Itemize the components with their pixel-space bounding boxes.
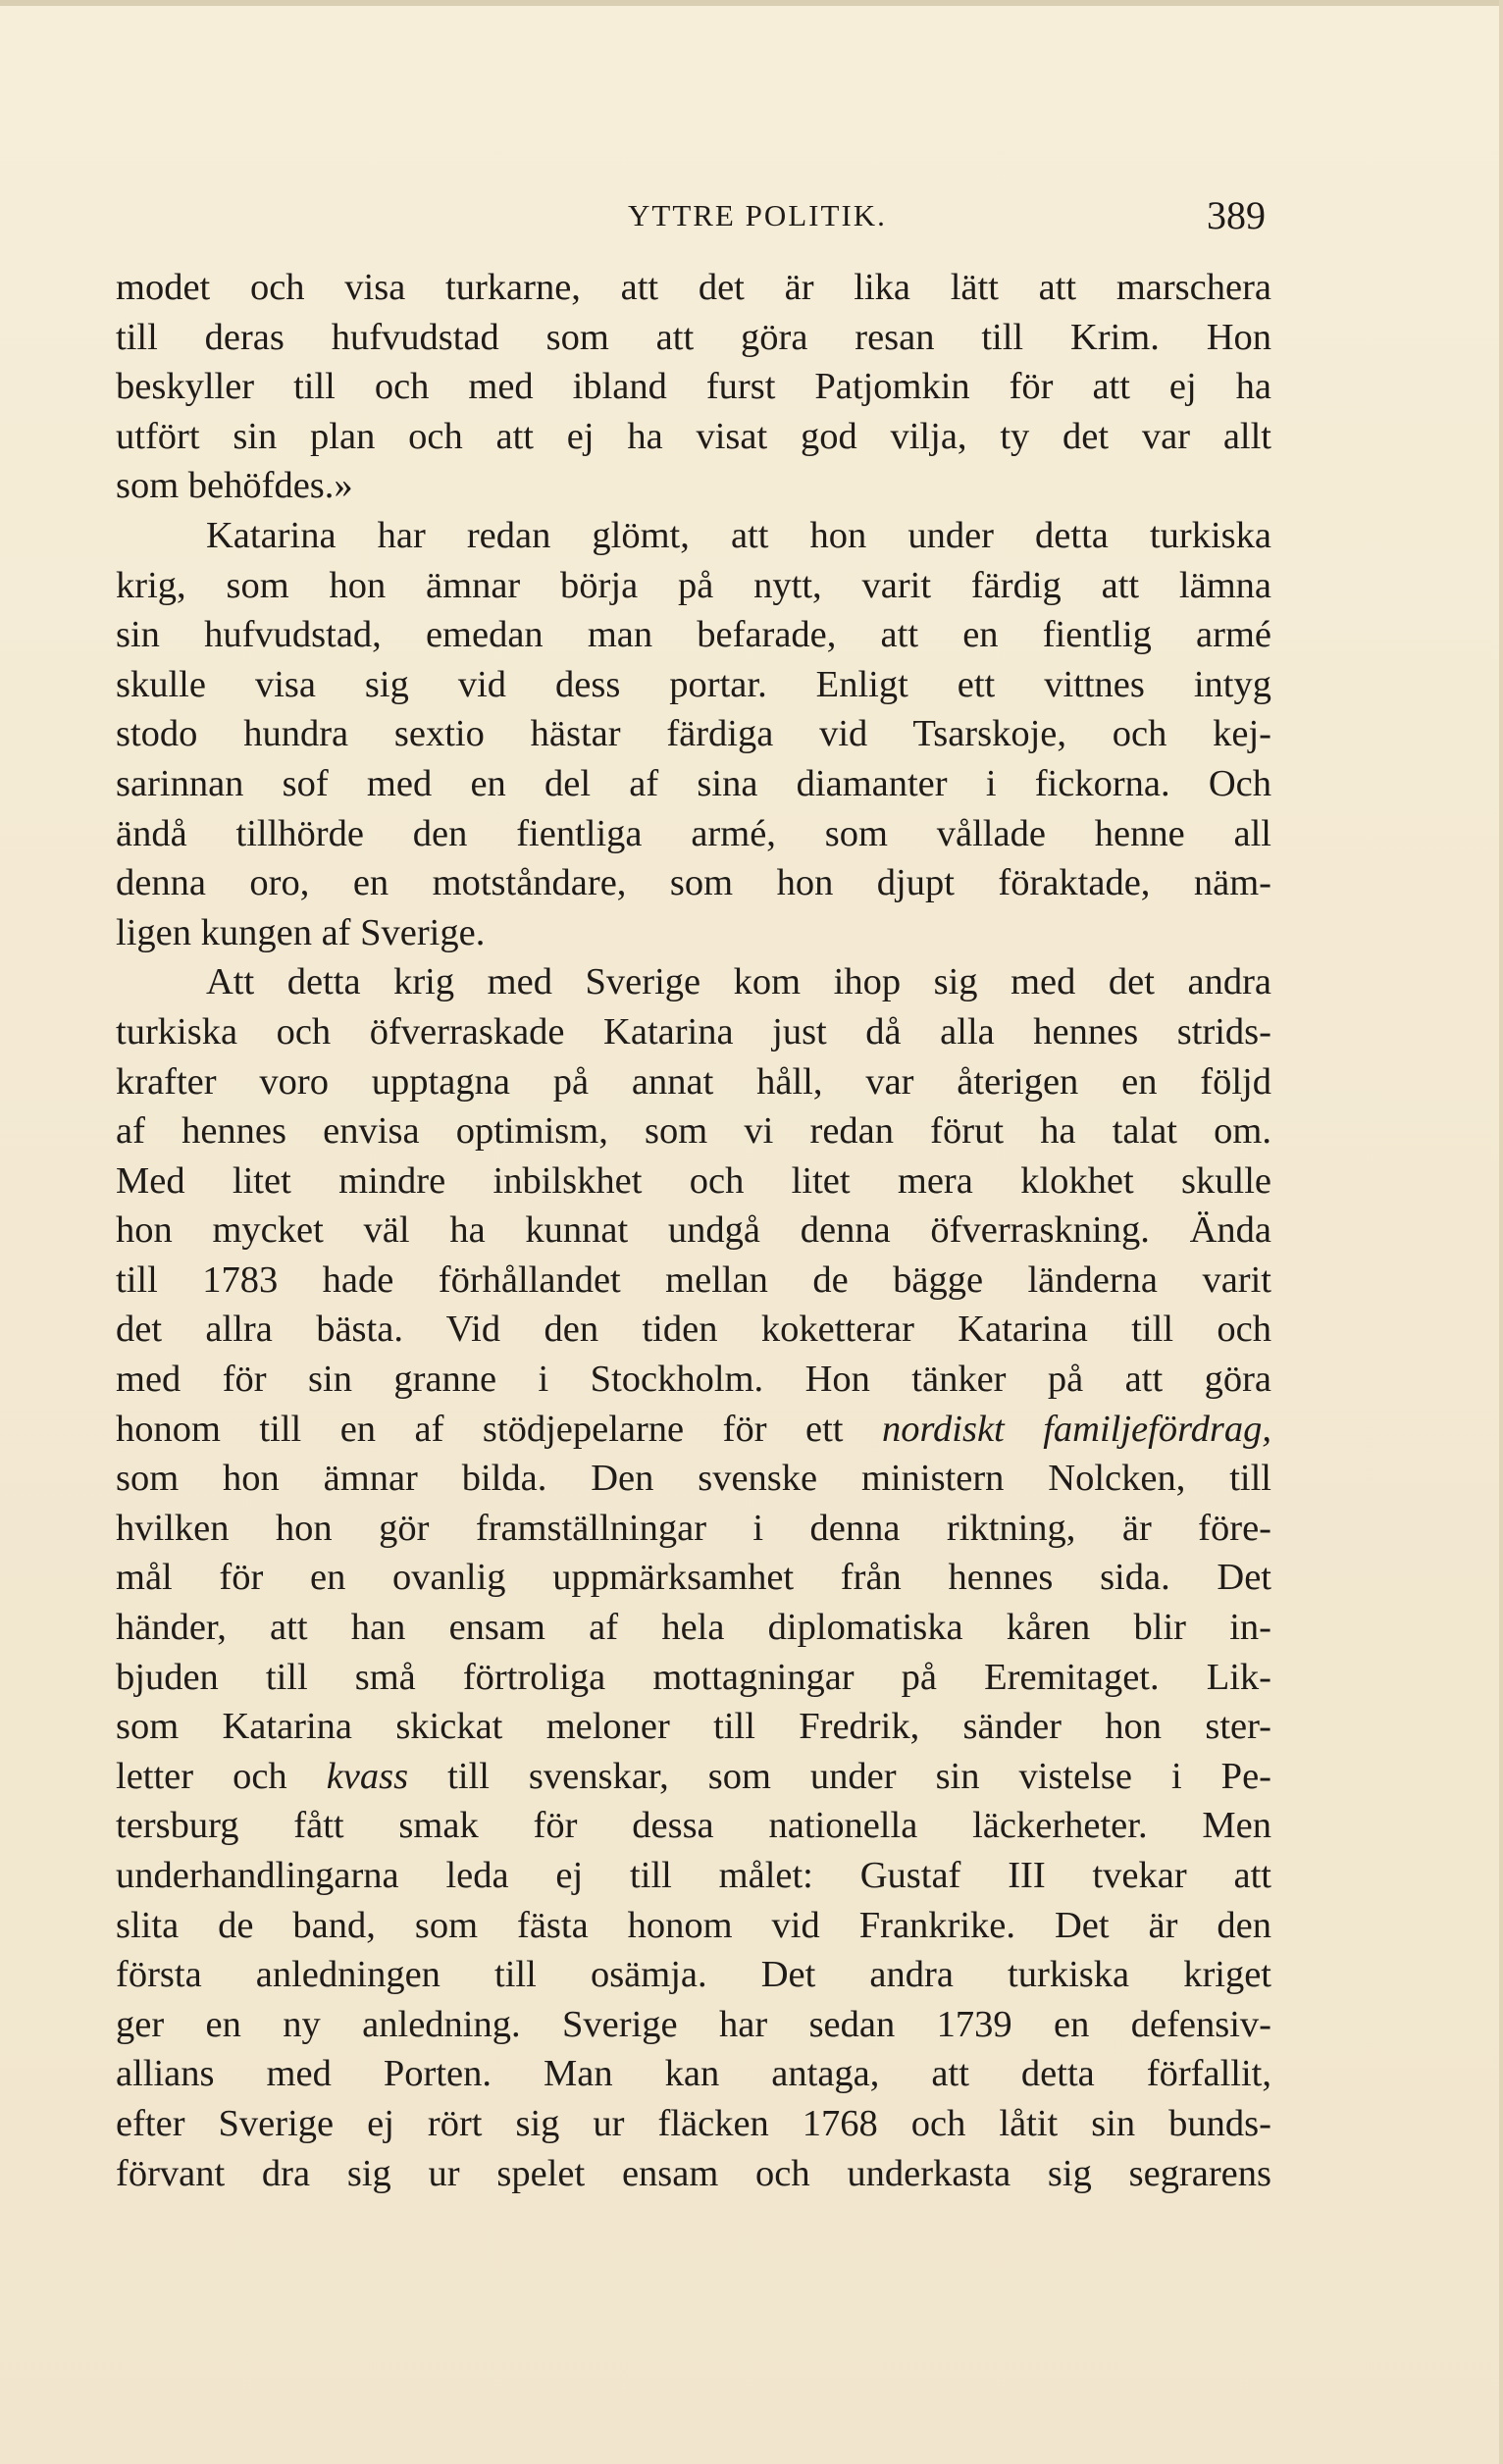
- text-line: ändå tillhörde den fientliga armé, som vållade henne all: [116, 812, 1271, 854]
- text-line: Katarina har redan glömt, att hon under detta turkiska: [206, 514, 1271, 556]
- italic-word: kvass: [326, 1755, 409, 1797]
- text-line: krafter voro upptagna på annat håll, var återigen en följd: [116, 1060, 1271, 1103]
- page-number: 389: [1207, 193, 1266, 237]
- text-line: denna oro, en motståndare, som hon djupt föraktade, näm-: [116, 862, 1271, 904]
- text-line: sin hufvudstad, emedan man befarade, att en fientlig armé: [116, 614, 1271, 656]
- text-line: efter Sverige ej rört sig ur fläcken 1768 och låtit sin bunds-: [116, 2102, 1271, 2144]
- body-text: [116, 263, 1271, 2198]
- text-line: af hennes envisa optimism, som vi redan förut ha talat om.: [116, 1110, 1271, 1153]
- text-line: sarinnan sof med en del af sina diamanter i fickorna. Och: [116, 762, 1271, 804]
- text-line: allians med Porten. Man kan antaga, att detta förfallit,: [116, 2053, 1271, 2095]
- text-line: stodo hundra sextio hästar färdiga vid Tsarskoje, och kej-: [116, 713, 1271, 755]
- italic-phrase: nordiskt familjefördrag,: [881, 1408, 1272, 1450]
- text-line: ger en ny anledning. Sverige har sedan 1739 en defensiv-: [116, 2003, 1271, 2045]
- text-line: första anledningen till osämja. Det andra turkiska kriget: [116, 1954, 1271, 1996]
- text-segment: letter och: [116, 1755, 287, 1797]
- running-title: YTTRE POLITIK.: [628, 198, 887, 232]
- text-line: hon mycket väl ha kunnat undgå denna öfverraskning. Ända: [116, 1209, 1271, 1252]
- text-line: beskyller till och med ibland furst Patjomkin för att ej ha: [116, 366, 1271, 408]
- text-line: utfört sin plan och att ej ha visat god vilja, ty det var allt: [116, 415, 1271, 457]
- text-line: [116, 1405, 1271, 1455]
- text-line: till deras hufvudstad som att göra resan till Krim. Hon: [116, 316, 1271, 358]
- text-line: tersburg fått smak för dessa nationella läckerheter. Men: [116, 1805, 1271, 1847]
- page-right-edge: [1499, 0, 1503, 2464]
- text-line: bjuden till små förtroliga mottagningar på Eremitaget. Lik-: [116, 1656, 1271, 1698]
- running-header: [118, 192, 1266, 239]
- text-line: slita de band, som fästa honom vid Frankrike. Det är den: [116, 1904, 1271, 1946]
- text-line: förvant dra sig ur spelet ensam och underkasta sig segrarens: [116, 2152, 1271, 2194]
- text-line: det allra bästa. Vid den tiden koketterar Katarina till och: [116, 1309, 1271, 1351]
- text-line: krig, som hon ämnar börja på nytt, varit färdig att lämna: [116, 564, 1271, 606]
- text-line: ligen kungen af Sverige.: [116, 911, 486, 953]
- text-line: modet och visa turkarne, att det är lika lätt att marschera: [116, 267, 1271, 308]
- text-line: Att detta krig med Sverige kom ihop sig med det andra: [206, 961, 1271, 1003]
- text-line: hvilken hon gör framställningar i denna riktning, är före-: [116, 1507, 1271, 1549]
- text-line: som behöfdes.»: [116, 465, 353, 507]
- text-line: skulle visa sig vid dess portar. Enligt ett vittnes intyg: [116, 663, 1271, 705]
- text-line: underhandlingarna leda ej till målet: Gustaf III tvekar att: [116, 1855, 1271, 1896]
- text-line: som hon ämnar bilda. Den svenske ministern Nolcken, till: [116, 1458, 1271, 1500]
- text-line: mål för en ovanlig uppmärksamhet från hennes sida. Det: [116, 1557, 1271, 1599]
- text-segment: honom till en af stödjepelarne för ett: [116, 1408, 844, 1450]
- text-segment: till svenskar, som under sin vistelse i Pe-: [447, 1755, 1272, 1797]
- text-line: som Katarina skickat meloner till Fredrik, sänder hon ster-: [116, 1706, 1271, 1748]
- page-top-edge: [0, 0, 1503, 6]
- text-line: [116, 1752, 1271, 1802]
- text-line: turkiska och öfverraskade Katarina just då alla hennes strids-: [116, 1010, 1271, 1052]
- text-line: händer, att han ensam af hela diplomatiska kåren blir in-: [116, 1607, 1271, 1649]
- text-line: med för sin granne i Stockholm. Hon tänker på att göra: [116, 1359, 1271, 1401]
- text-line: Med litet mindre inbilskhet och litet mera klokhet skulle: [116, 1159, 1271, 1202]
- text-line: till 1783 hade förhållandet mellan de bägge länderna varit: [116, 1258, 1271, 1301]
